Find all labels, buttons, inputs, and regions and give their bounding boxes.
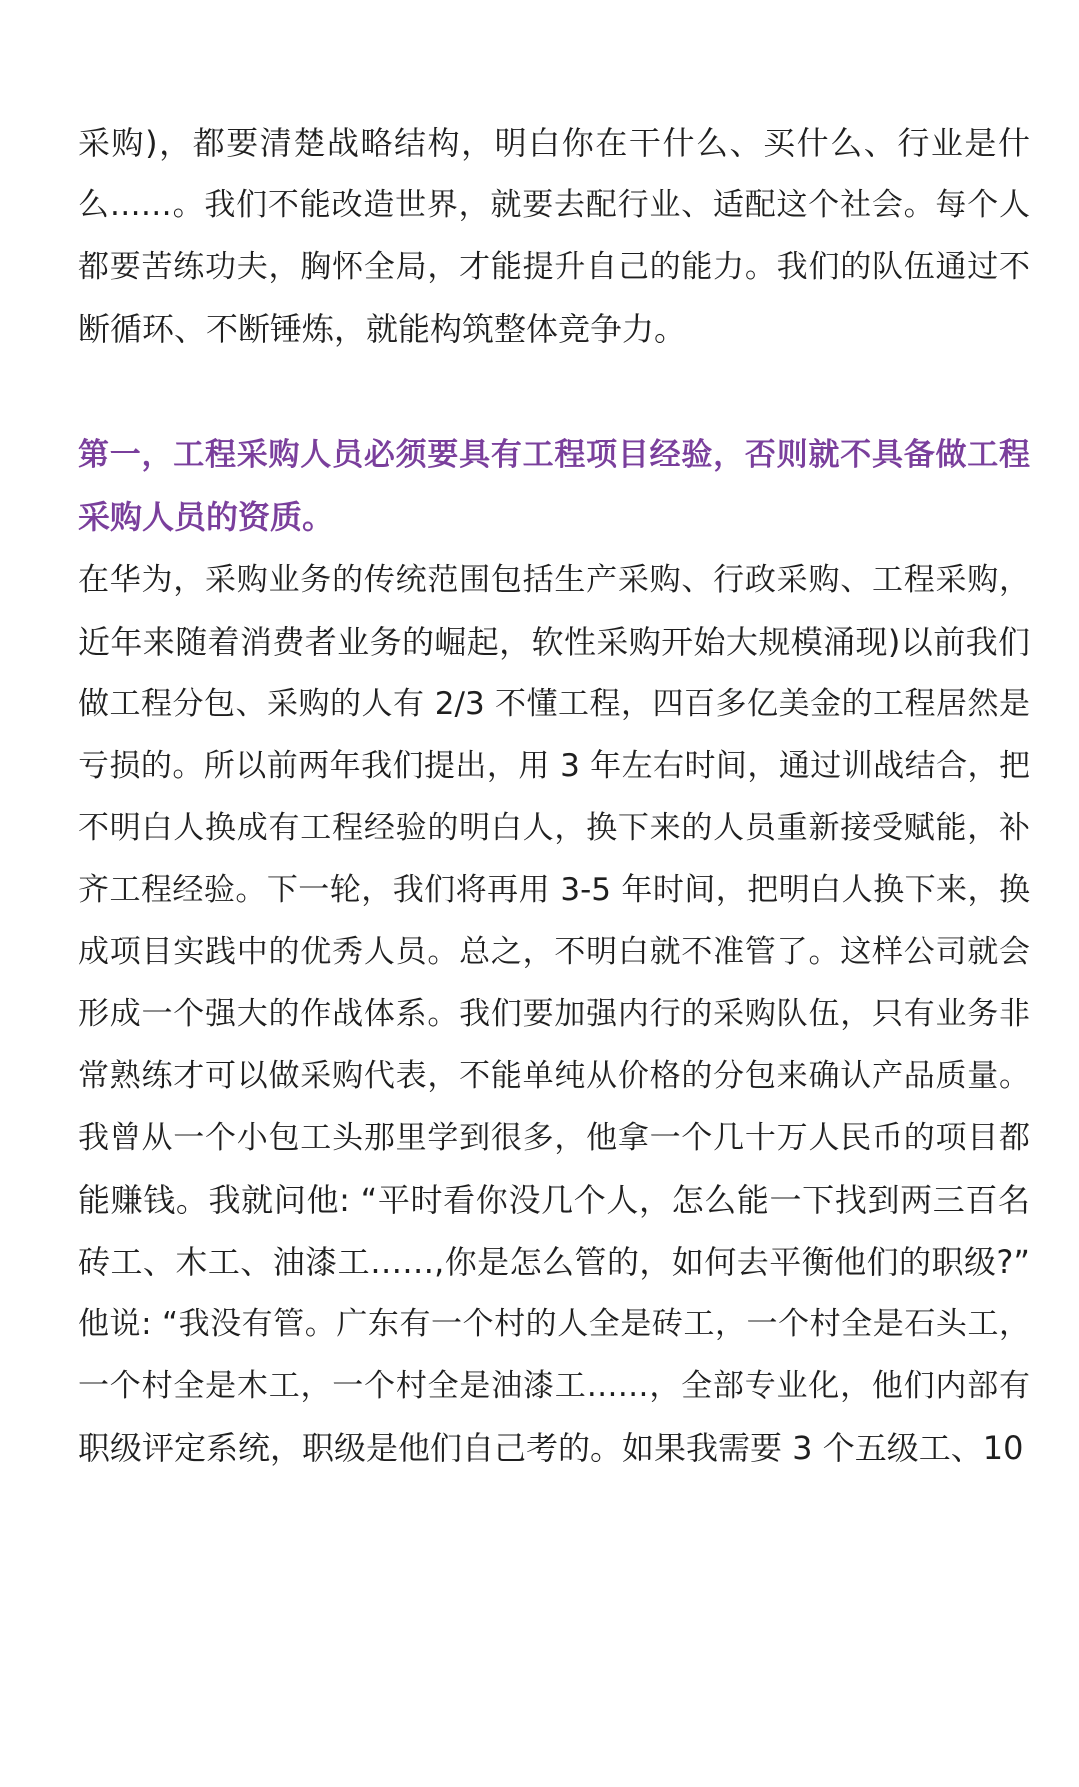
text-line: 能赚钱。我就问他: “平时看你没几个人，怎么能一下找到两三百名 <box>78 1181 1030 1219</box>
text-line: 采购)，都要清楚战略结构，明白你在干什么、买什么、行业是什 <box>78 124 1030 162</box>
text-line: 断循环、不断锤炼，就能构筑整体竞争力。 <box>78 310 687 348</box>
text-line: 我曾从一个小包工头那里学到很多，他拿一个几十万人民币的项目都 <box>78 1120 1030 1156</box>
text-line: 砖工、木工、油漆工……,你是怎么管的，如何去平衡他们的职级?” <box>78 1243 1030 1281</box>
text-line: 常熟练才可以做采购代表，不能单纯从价格的分包来确认产品质量。 <box>78 1058 1030 1094</box>
text-line: 形成一个强大的作战体系。我们要加强内行的采购队伍，只有业务非 <box>78 996 1030 1032</box>
text-line: 他说: “我没有管。广东有一个村的人全是砖工，一个村全是石头工， <box>78 1306 1030 1342</box>
text-line: 齐工程经验。下一轮，我们将再用 3-5 年时间，把明白人换下来，换 <box>78 872 1030 908</box>
heading-line: 第一，工程采购人员必须要具有工程项目经验，否则就不具备做工程 <box>78 437 1030 473</box>
text-line: 不明白人换成有工程经验的明白人，换下来的人员重新接受赋能，补 <box>78 810 1030 846</box>
text-line: 亏损的。所以前两年我们提出，用 3 年左右时间，通过训战结合，把 <box>78 748 1030 784</box>
text-line: 都要苦练功夫，胸怀全局，才能提升自己的能力。我们的队伍通过不 <box>78 249 1030 285</box>
text-line: 职级评定系统，职级是他们自己考的。如果我需要 3 个五级工、10 <box>78 1429 1024 1467</box>
text-line: 成项目实践中的优秀人员。总之，不明白就不准管了。这样公司就会 <box>78 934 1030 970</box>
text-line: 做工程分包、采购的人有 2/3 不懂工程，四百多亿美金的工程居然是 <box>78 686 1030 722</box>
text-line: 在华为，采购业务的传统范围包括生产采购、行政采购、工程采购， <box>78 562 1030 598</box>
text-line: 么……。我们不能改造世界，就要去配行业、适配这个社会。每个人 <box>78 187 1030 223</box>
heading-line: 采购人员的资质。 <box>78 498 335 536</box>
text-line: 一个村全是木工，一个村全是油漆工……，全部专业化，他们内部有 <box>78 1368 1030 1404</box>
text-line: 近年来随着消费者业务的崛起，软性采购开始大规模涌现)以前我们 <box>78 623 1030 661</box>
